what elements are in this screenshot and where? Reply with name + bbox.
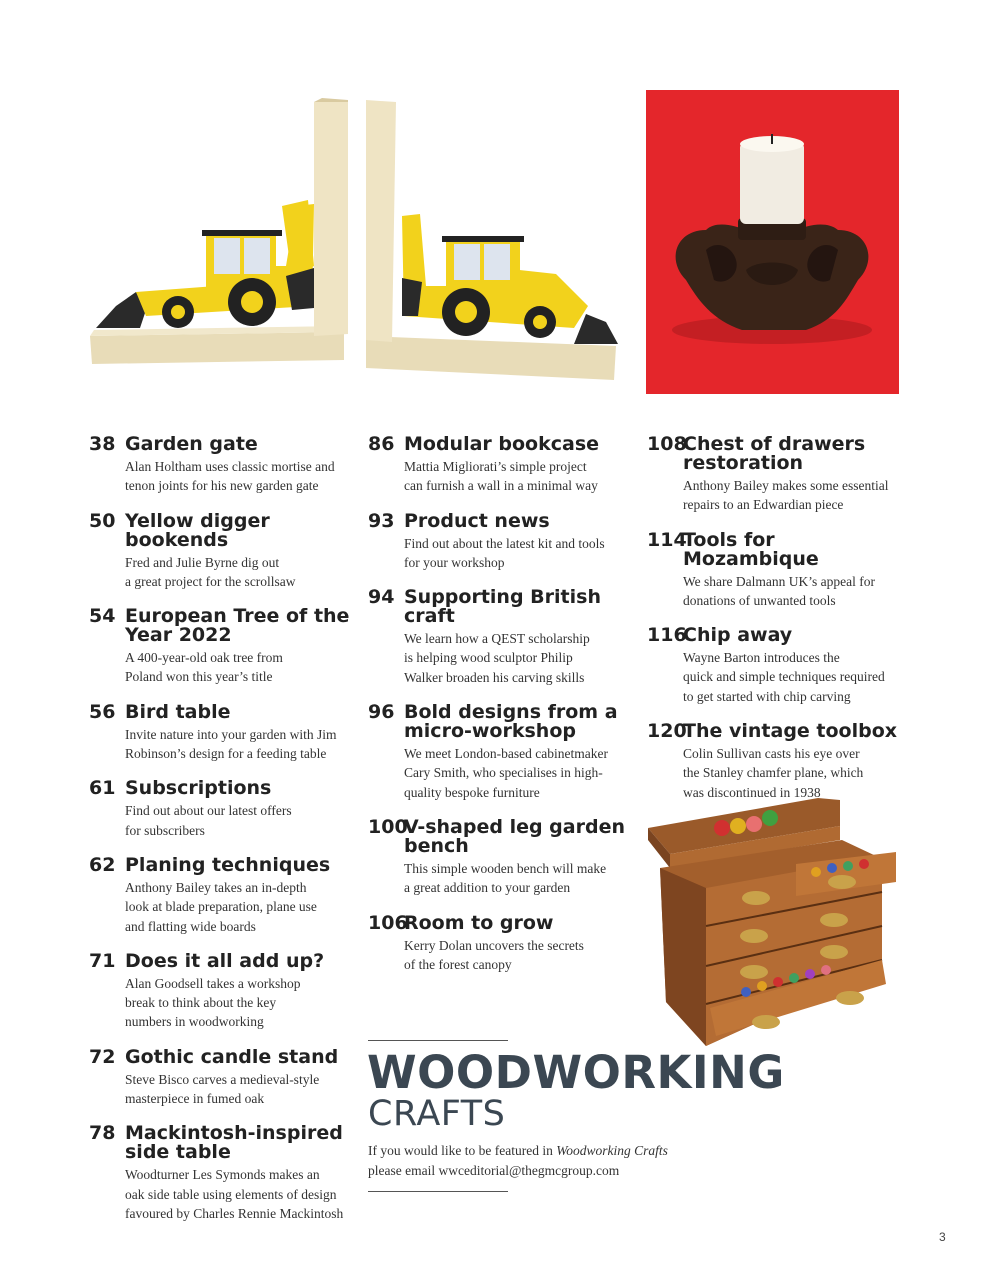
- contents-entry[interactable]: [89, 1045, 351, 1109]
- article-title: European Tree of the Year 2022: [125, 605, 350, 647]
- contents-column-1: [89, 435, 351, 1239]
- contents-entry[interactable]: [647, 626, 917, 706]
- contents-entry[interactable]: [89, 949, 351, 1032]
- article-description: Steve Bisco carves a medieval-style masterpiece in fumed oak: [125, 1071, 320, 1107]
- article-title: Does it all add up?: [125, 949, 325, 972]
- note-magazine: Woodworking Crafts: [556, 1143, 668, 1158]
- article-title: Yellow digger bookends: [125, 509, 270, 551]
- page-number-footer: 3: [939, 1230, 946, 1244]
- article-title: Subscriptions: [125, 777, 272, 800]
- page-number: 120: [647, 720, 687, 743]
- page-number: 108: [647, 433, 687, 455]
- brand-rule-top: [368, 1040, 508, 1041]
- page-number: 71: [89, 949, 116, 972]
- article-title: Mackintosh-inspired side table: [125, 1122, 343, 1164]
- article-title: Planing techniques: [125, 853, 331, 876]
- page-number: 96: [368, 701, 395, 724]
- page-number: 78: [89, 1122, 116, 1145]
- candle-stand-photo: [646, 90, 899, 394]
- contents-entry[interactable]: [368, 509, 628, 573]
- page-number: 86: [368, 433, 395, 455]
- article-title: Chest of drawers restoration: [683, 433, 866, 474]
- article-description: Kerry Dolan uncovers the secrets of the forest canopy: [404, 937, 584, 972]
- page-number: 72: [89, 1045, 116, 1068]
- article-description: Wayne Barton introduces the quick and simple techniques required to get started with chip carving: [683, 650, 885, 704]
- brand-rule-bottom: [368, 1191, 508, 1192]
- note-email-line[interactable]: please email wwceditorial@thegmcgroup.com: [368, 1162, 620, 1178]
- contents-entry[interactable]: [368, 588, 628, 687]
- brand-wordmark-line2: CRAFTS: [368, 1094, 506, 1134]
- chest-of-drawers-photo: [646, 796, 900, 1052]
- article-description: We learn how a QEST scholarship is helping wood sculptor Philip Walker broaden his carving skills: [404, 631, 590, 685]
- article-title: Supporting British craft: [404, 586, 601, 628]
- contents-entry[interactable]: [89, 607, 351, 687]
- page-number: 93: [368, 509, 395, 532]
- article-description: Alan Goodsell takes a workshop break to think about the key numbers in woodworking: [125, 975, 301, 1030]
- article-description: Anthony Bailey takes an in-depth look at blade preparation, plane use and flatting wide boards: [125, 879, 317, 934]
- article-title: Gothic candle stand: [125, 1045, 339, 1068]
- article-description: Fred and Julie Byrne dig out a great project for the scrollsaw: [125, 554, 296, 589]
- contents-entry[interactable]: [647, 528, 917, 611]
- contents-entry[interactable]: [89, 1124, 351, 1223]
- page-number: 61: [89, 777, 116, 800]
- article-title: The vintage toolbox: [683, 720, 898, 743]
- article-title: Modular bookcase: [404, 433, 600, 455]
- article-description: Mattia Migliorati’s simple project can furnish a wall in a minimal way: [404, 459, 598, 494]
- article-title: V-shaped leg garden bench: [404, 815, 625, 857]
- article-description: Alan Holtham uses classic mortise and tenon joints for his new garden gate: [125, 459, 335, 494]
- article-description: Colin Sullivan casts his eye over the Stanley chamfer plane, which was discontinued in 1938: [683, 746, 864, 800]
- brand-wordmark-line1: WOODWORKING: [367, 1046, 785, 1099]
- page-number: 54: [89, 605, 116, 628]
- contents-entry[interactable]: [368, 815, 628, 898]
- article-title: Chip away: [683, 624, 793, 647]
- bookends-photo: [86, 96, 620, 386]
- article-description: Find out about the latest kit and tools for your workshop: [404, 535, 605, 570]
- article-description: We share Dalmann UK’s appeal for donations of unwanted tools: [683, 573, 875, 608]
- article-description: Woodturner Les Symonds makes an oak side table using elements of design favoured by Charles Rennie Mackintosh: [125, 1167, 344, 1221]
- page-number: 62: [89, 853, 116, 876]
- article-title: Product news: [404, 509, 550, 532]
- article-description: Anthony Bailey makes some essential repairs to an Edwardian piece: [683, 478, 889, 513]
- contents-entry[interactable]: [89, 700, 351, 764]
- note-prefix: If you would like to be featured in: [368, 1143, 557, 1158]
- page-number: 56: [89, 700, 116, 723]
- article-title: Bird table: [125, 700, 231, 723]
- article-description: This simple wooden bench will make a great addition to your garden: [404, 860, 607, 896]
- contents-entry[interactable]: [89, 853, 351, 936]
- article-description: A 400-year-old oak tree from Poland won this year’s title: [125, 650, 283, 685]
- contents-entry[interactable]: [89, 435, 351, 496]
- page-number: 50: [89, 509, 116, 532]
- page-number: 94: [368, 586, 395, 609]
- article-description: Invite nature into your garden with Jim Robinson’s design for a feeding table: [125, 726, 337, 762]
- article-title: Bold designs from a micro-workshop: [404, 701, 618, 743]
- contents-entry[interactable]: [647, 435, 917, 515]
- page-number: 114: [647, 528, 687, 551]
- article-title: Garden gate: [125, 433, 258, 455]
- page-number: 116: [647, 624, 687, 647]
- contents-entry[interactable]: [368, 703, 628, 802]
- contact-note: [368, 1141, 688, 1180]
- page-number: 106: [368, 911, 408, 934]
- article-description: Find out about our latest offers for subscribers: [125, 803, 292, 838]
- contents-entry[interactable]: [647, 722, 917, 802]
- page-number: 38: [89, 433, 116, 455]
- contents-column-2: [368, 435, 628, 990]
- article-title: Room to grow: [404, 911, 554, 934]
- contents-entry[interactable]: [368, 911, 628, 975]
- article-title: Tools for Mozambique: [683, 528, 819, 570]
- contents-column-3: [647, 435, 917, 818]
- contents-entry[interactable]: [368, 435, 628, 496]
- page-number: 100: [368, 815, 408, 838]
- article-description: We meet London-based cabinetmaker Cary Smith, who specialises in high- quality bespoke furniture: [404, 746, 608, 800]
- contents-entry[interactable]: [89, 779, 351, 840]
- contents-entry[interactable]: [89, 509, 351, 592]
